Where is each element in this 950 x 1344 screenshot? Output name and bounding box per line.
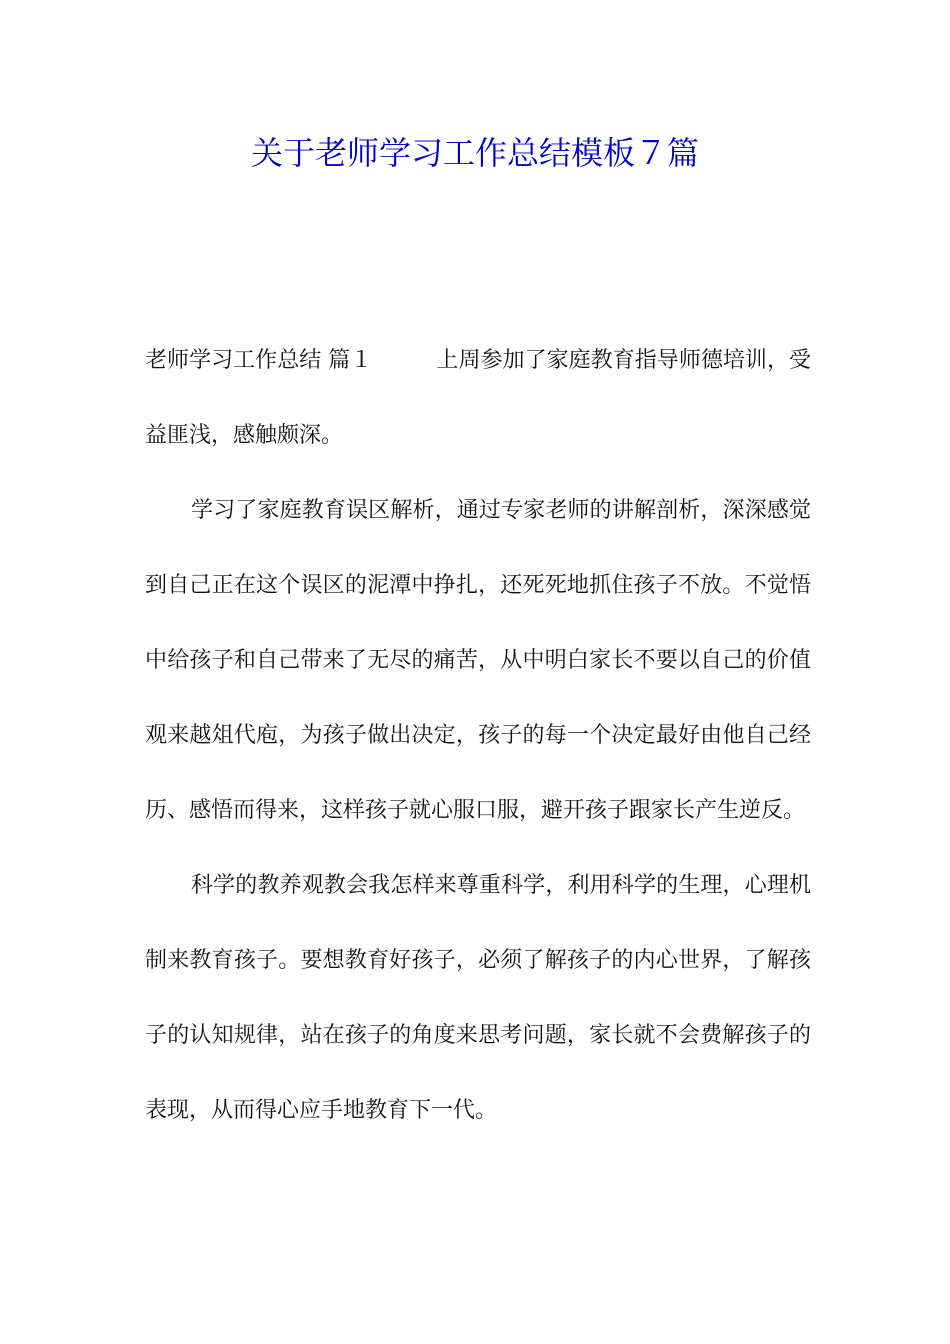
section-heading: 老师学习工作总结 篇１ (145, 348, 373, 373)
paragraph-1-text: 上周参加了家庭教育指导师德培训，受益匪浅，感触颇深。 (145, 348, 811, 448)
paragraph-3: 科学的教养观教会我怎样来尊重科学，利用科学的生理，心理机制来教育孩子。要想教育好孩子，必须了解孩子的内心世界，了解孩子的认知规律，站在孩子的角度来思考问题，家长就不会费解孩子的表现，从而得心应手地教育下一代。 (145, 873, 811, 1123)
paragraph-1 (145, 323, 811, 473)
document-title: 关于老师学习工作总结模板７篇 (250, 134, 699, 172)
document-body (145, 323, 811, 1148)
paragraph-2: 学习了家庭教育误区解析，通过专家老师的讲解剖析，深深感觉到自己正在这个误区的泥潭中挣扎，还死死地抓住孩子不放。不觉悟中给孩子和自己带来了无尽的痛苦，从中明白家长不要以自己的价值观来越俎代庖，为孩子做出决定，孩子的每一个决定最好由他自己经历、感悟而得来，这样孩子就心服口服，避开孩子跟家长产生逆反。 (145, 498, 811, 823)
